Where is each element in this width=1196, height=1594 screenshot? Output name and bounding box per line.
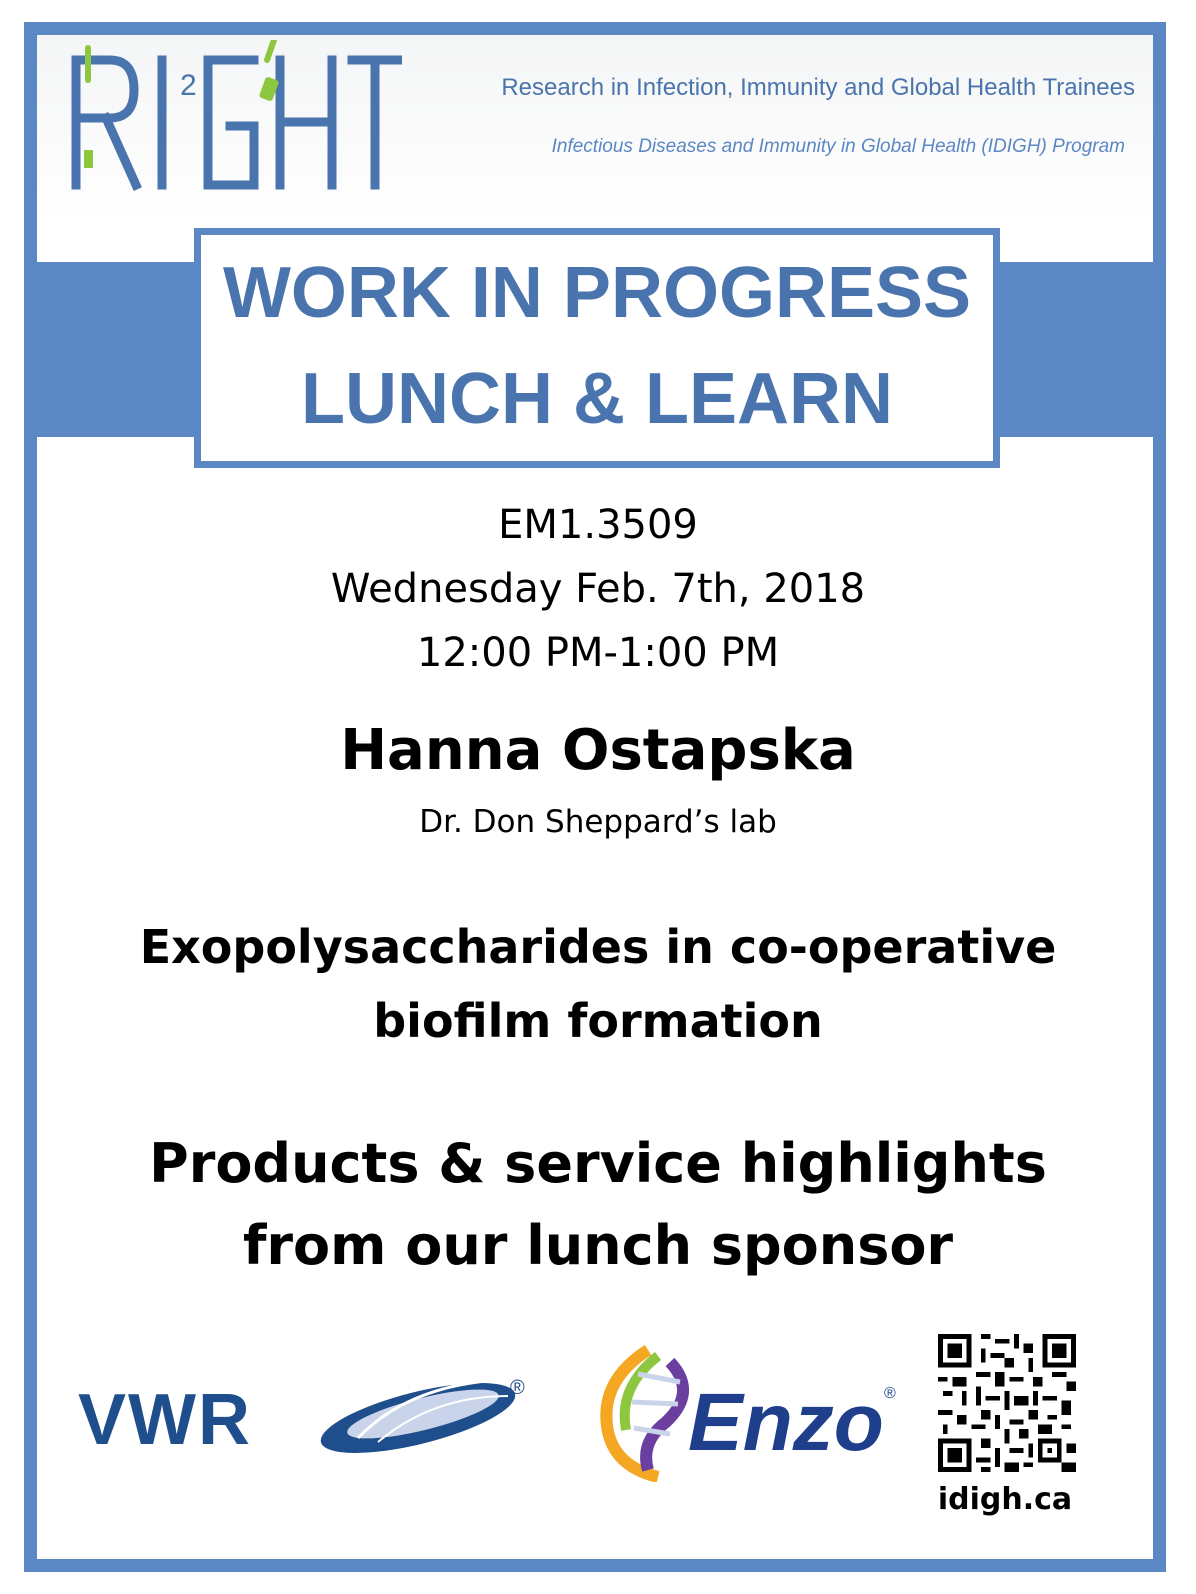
enzo-logo-text: Enzo <box>688 1377 884 1468</box>
website-url: idigh.ca <box>937 1482 1073 1517</box>
title-line-1: WORK IN PROGRESS <box>222 253 972 333</box>
title-line-2: LUNCH & LEARN <box>301 359 893 439</box>
title-box <box>194 228 1000 468</box>
sponsor-line-1: Products & service highlights <box>149 1132 1047 1195</box>
talk-title-line-2: biofilm formation <box>373 994 823 1048</box>
event-room: EM1.3509 <box>498 502 698 548</box>
vwr-registered-mark: ® <box>510 1377 525 1399</box>
talk-title-line-1: Exopolysaccharides in co-operative <box>139 920 1057 974</box>
speaker-lab: Dr. Don Sheppard’s lab <box>419 804 777 840</box>
event-time: 12:00 PM-1:00 PM <box>416 630 780 676</box>
header-subtitle: Infectious Diseases and Immunity in Global Health (IDIGH) Program <box>551 136 1125 157</box>
header-title: Research in Infection, Immunity and Global Health Trainees <box>501 74 1135 101</box>
enzo-logo <box>588 1342 908 1482</box>
vwr-logo <box>78 1366 533 1466</box>
svg-text:2: 2 <box>180 69 197 102</box>
right-logo <box>62 40 402 195</box>
qr-code <box>938 1334 1076 1472</box>
sponsor-line-2: from our lunch sponsor <box>242 1214 954 1277</box>
event-date: Wednesday Feb. 7th, 2018 <box>330 566 866 612</box>
enzo-registered-mark: ® <box>884 1385 896 1402</box>
vwr-logo-text: VWR <box>78 1380 252 1460</box>
speaker-name: Hanna Ostapska <box>340 718 856 783</box>
